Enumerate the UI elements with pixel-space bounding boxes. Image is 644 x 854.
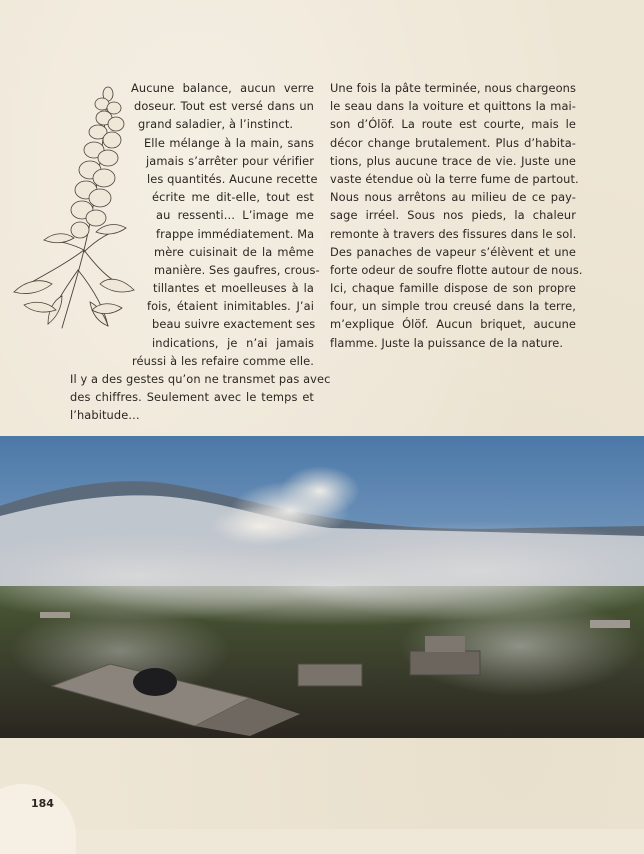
text-line: décor change brutalement. Plus d’habita- — [330, 135, 576, 150]
text-line: Il y a des gestes qu’on ne transmet pas avec — [70, 372, 331, 386]
text-line: tions, plus aucune trace de vie. Juste une — [330, 153, 576, 168]
text-line: l’habitude… — [70, 408, 140, 423]
page-number: 184 — [31, 797, 54, 810]
geothermal-landscape-photo — [0, 436, 644, 738]
text-line: four, un simple trou creusé dans la terre, — [330, 299, 576, 314]
text-line: sage irréel. Sous nos pieds, la chaleur — [330, 208, 576, 223]
text-line: Une fois la pâte terminée, nous chargeons — [330, 81, 577, 95]
text-line: beau suivre exactement ses — [152, 317, 316, 332]
text-line: mère cuisinait de la même — [154, 244, 314, 259]
text-line: frappe immédiatement. Ma — [156, 226, 315, 241]
text-line: le seau dans la voiture et quittons la mai- — [330, 99, 576, 114]
text-line: écrite me dit-elle, tout est — [152, 190, 314, 205]
text-line: Nous nous arrêtons au milieu de ce pay- — [330, 190, 576, 205]
text-line: Aucune balance, aucun verre — [131, 81, 314, 95]
text-line: son d’Ólöf. La route est courte, mais le — [330, 117, 576, 132]
text-line: fois, étaient inimitables. J’ai — [147, 299, 314, 314]
text-line: flamme. Juste la puissance de la nature. — [330, 335, 564, 350]
text-line: grand saladier, à l’instinct. — [138, 117, 294, 132]
text-line: remonte à travers des fissures dans le sol. — [330, 226, 577, 241]
text-line: réussi à les refaire comme elle. — [132, 353, 314, 368]
text-line: des chiffres. Seulement avec le temps et — [70, 390, 314, 405]
left-text-column — [0, 79, 331, 425]
text-line: jamais s’arrêter pour vérifier — [146, 153, 314, 168]
text-line: les quantités. Aucune recette — [147, 171, 318, 186]
text-line: Des panaches de vapeur s’élèvent et une — [330, 244, 576, 259]
text-line: Elle mélange à la main, sans — [144, 135, 314, 150]
text-line: tillantes et moelleuses à la — [153, 281, 314, 296]
text-line: manière. Ses gaufres, crous- — [154, 262, 320, 277]
text-line: m’explique Ólöf. Aucun briquet, aucune — [330, 317, 576, 332]
right-text-column — [330, 79, 583, 352]
text-line: doseur. Tout est versé dans un — [134, 99, 314, 114]
text-line: forte odeur de soufre flotte autour de nous. — [330, 262, 583, 277]
text-line: indications, je n’ai jamais — [152, 335, 314, 350]
text-line: au ressenti… L’image me — [156, 208, 314, 223]
text-line: Ici, chaque famille dispose de son propre — [330, 281, 576, 296]
text-line: vaste étendue où la terre fume de partout. — [330, 171, 579, 186]
